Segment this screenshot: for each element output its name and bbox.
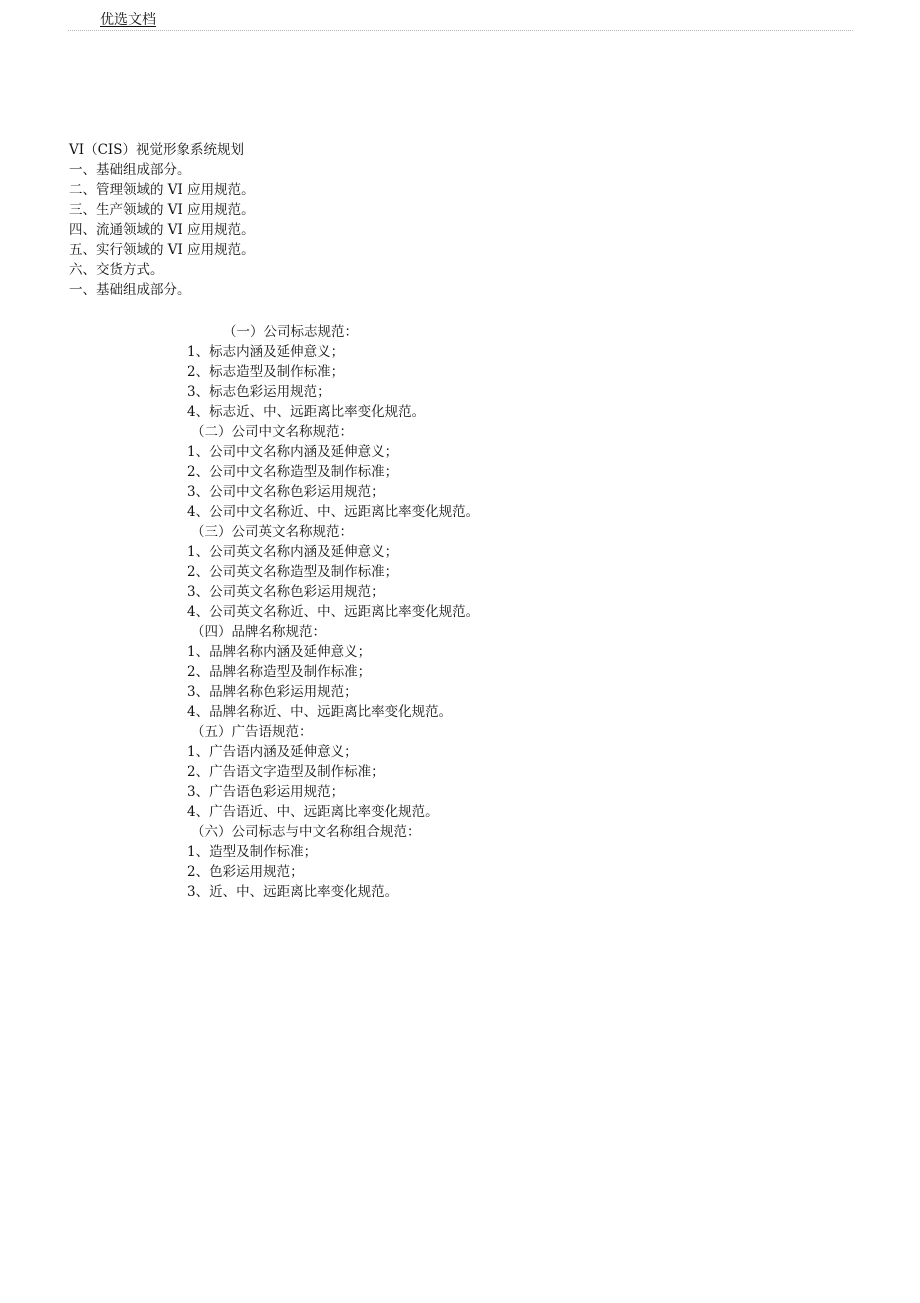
list-item: 2、公司中文名称造型及制作标准； <box>187 464 399 480</box>
outline-item: 二、管理领域的 VI 应用规范。 <box>69 182 255 198</box>
list-item: 4、公司英文名称近、中、远距离比率变化规范。 <box>187 604 480 620</box>
list-item: 2、公司英文名称造型及制作标准； <box>187 564 399 580</box>
list-item: 2、标志造型及制作标准； <box>187 364 345 380</box>
list-item: 2、广告语文字造型及制作标准； <box>187 764 385 780</box>
outline-item: 一、基础组成部分。 <box>69 162 191 178</box>
list-item: 1、造型及制作标准； <box>187 844 318 860</box>
header-divider <box>68 30 853 31</box>
outline-list <box>69 140 255 300</box>
list-item: 2、品牌名称造型及制作标准； <box>187 664 372 680</box>
outline-item: 五、实行领域的 VI 应用规范。 <box>69 242 255 258</box>
list-item: 3、公司英文名称色彩运用规范； <box>187 584 385 600</box>
outline-item: 四、流通领域的 VI 应用规范。 <box>69 222 255 238</box>
basic-components-details <box>187 322 479 902</box>
list-item: 1、标志内涵及延伸意义； <box>187 344 345 360</box>
outline-item: 三、生产领域的 VI 应用规范。 <box>69 202 255 218</box>
page-header-title: 优选文档 <box>100 12 156 28</box>
list-item: 4、公司中文名称近、中、远距离比率变化规范。 <box>187 504 480 520</box>
list-item: 4、广告语近、中、远距离比率变化规范。 <box>187 804 439 820</box>
list-item: 1、公司中文名称内涵及延伸意义； <box>187 444 399 460</box>
list-item: 2、色彩运用规范； <box>187 864 304 880</box>
subsection-heading: （四）品牌名称规范： <box>191 624 326 640</box>
list-item: 4、标志近、中、远距离比率变化规范。 <box>187 404 426 420</box>
list-item: 3、广告语色彩运用规范； <box>187 784 345 800</box>
list-item: 1、品牌名称内涵及延伸意义； <box>187 644 372 660</box>
outline-item: 六、交货方式。 <box>69 262 164 278</box>
list-item: 3、标志色彩运用规范； <box>187 384 331 400</box>
subsection-heading: （六）公司标志与中文名称组合规范： <box>191 824 421 840</box>
section-heading: 一、基础组成部分。 <box>69 282 191 298</box>
list-item: 3、品牌名称色彩运用规范； <box>187 684 358 700</box>
list-item: 4、品牌名称近、中、远距离比率变化规范。 <box>187 704 453 720</box>
subsection-heading: （三）公司英文名称规范： <box>191 524 353 540</box>
subsection-heading: （二）公司中文名称规范： <box>191 424 353 440</box>
list-item: 3、公司中文名称色彩运用规范； <box>187 484 385 500</box>
list-item: 1、广告语内涵及延伸意义； <box>187 744 358 760</box>
subsection-heading: （一）公司标志规范： <box>223 324 358 340</box>
list-item: 1、公司英文名称内涵及延伸意义； <box>187 544 399 560</box>
list-item: 3、近、中、远距离比率变化规范。 <box>187 884 399 900</box>
document-title: VI（CIS）视觉形象系统规划 <box>69 142 244 158</box>
subsection-heading: （五）广告语规范： <box>191 724 313 740</box>
